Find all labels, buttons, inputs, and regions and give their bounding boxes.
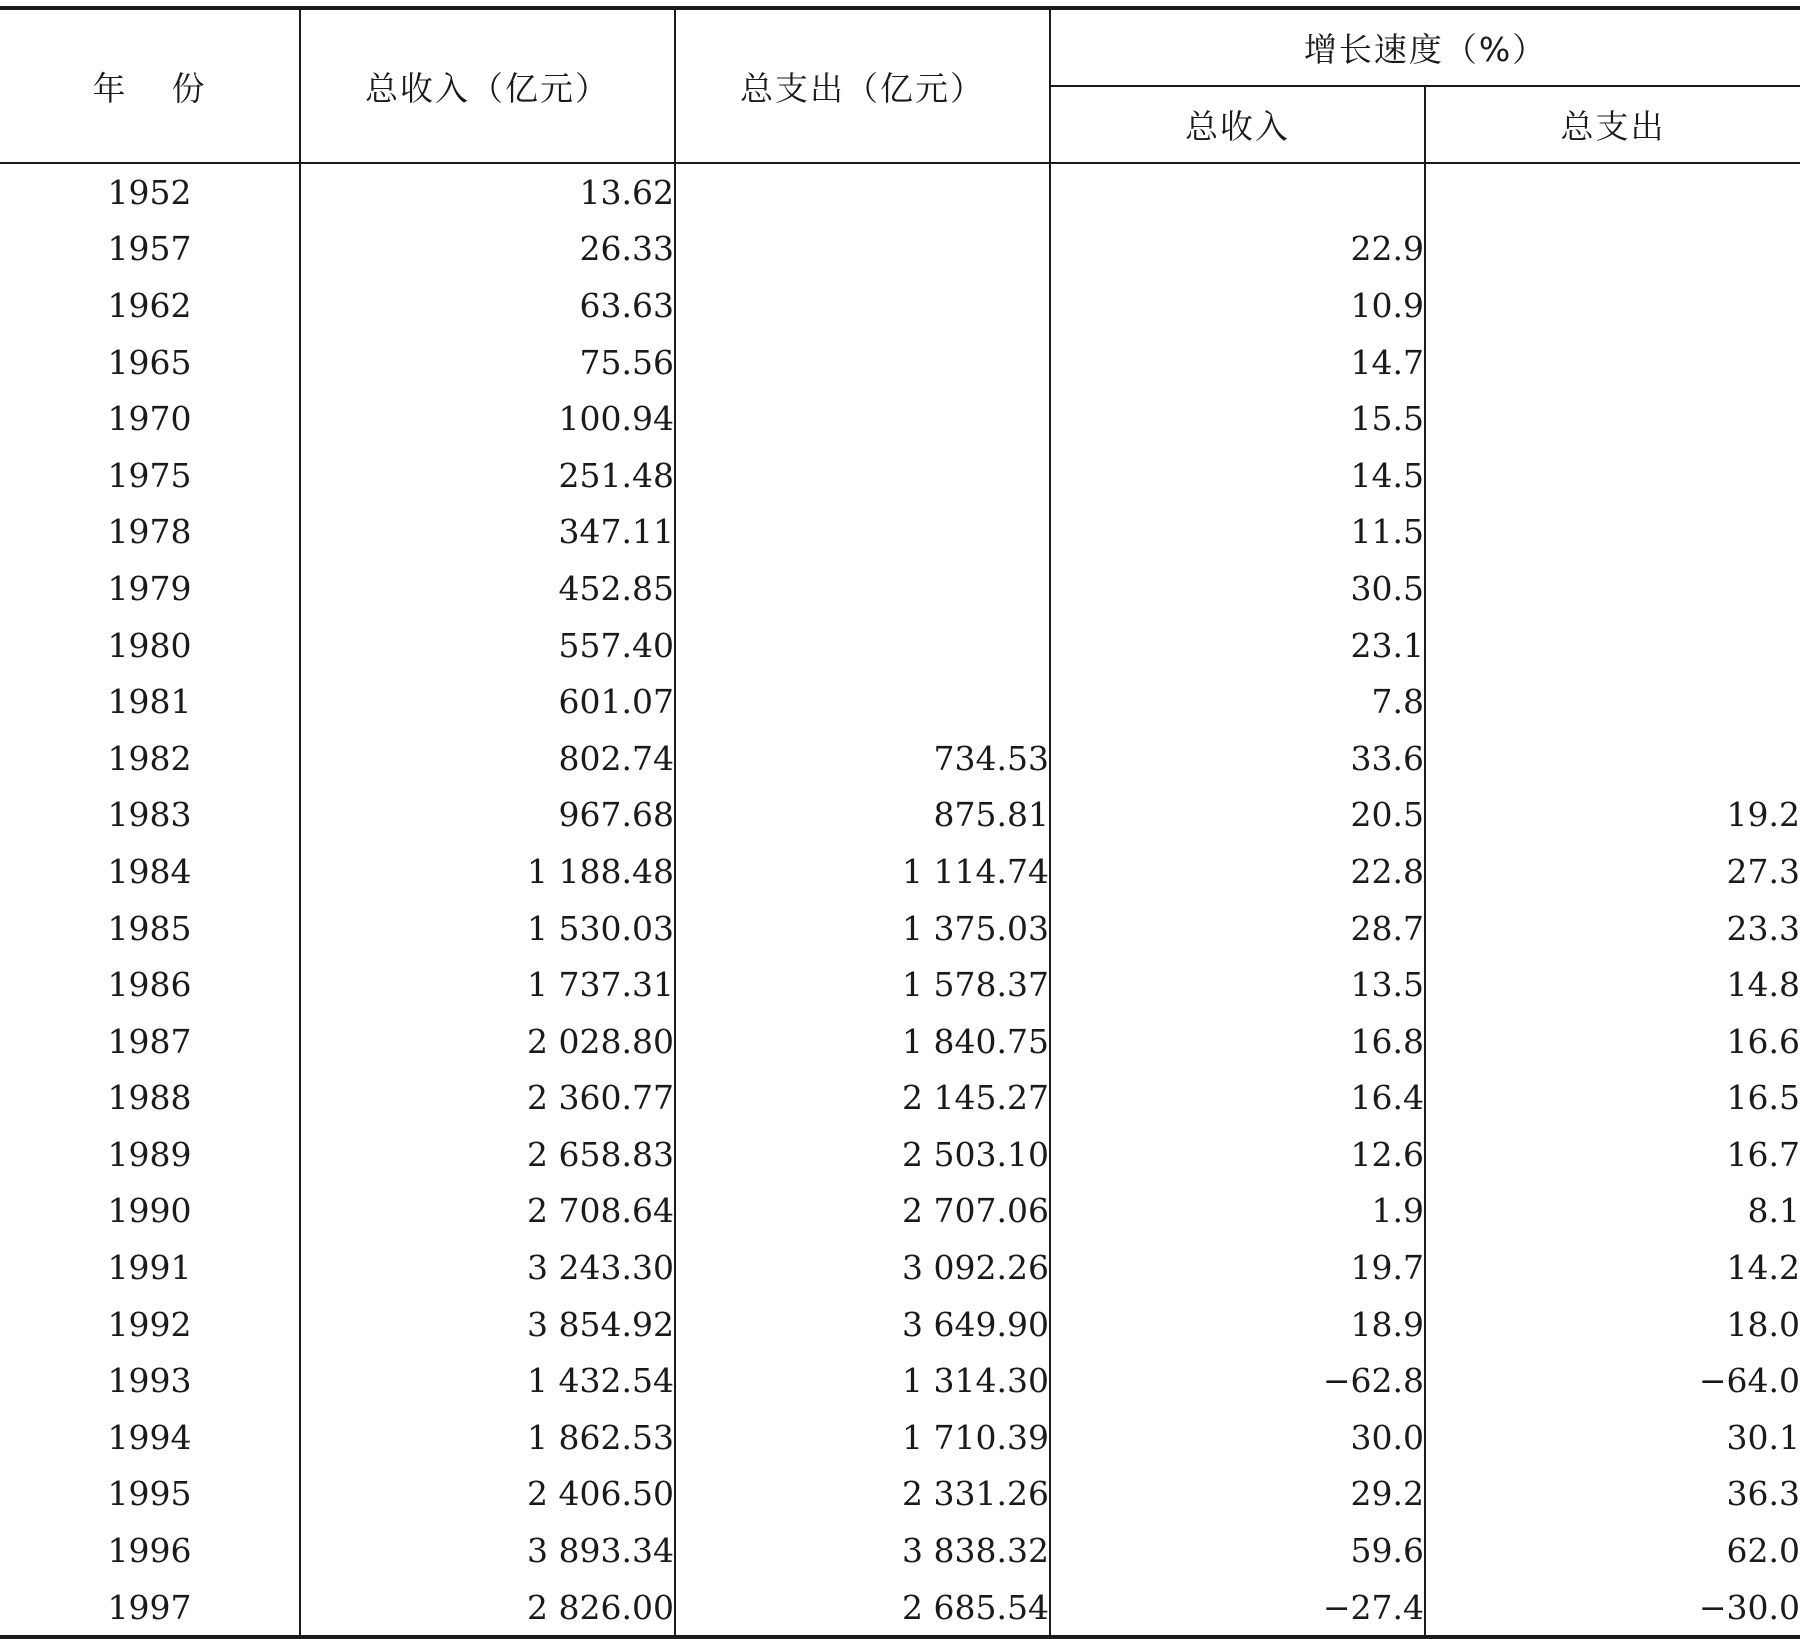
year-cell: 1986 — [0, 956, 300, 1013]
table-body — [0, 163, 1800, 1637]
table-row — [0, 221, 1800, 278]
table-row — [0, 447, 1800, 504]
total-expenditure-cell: 2 685.54 — [675, 1579, 1050, 1638]
total-expenditure-cell — [675, 221, 1050, 278]
table-row — [0, 787, 1800, 844]
expenditure-growth-cell: −30.0 — [1425, 1579, 1800, 1638]
table-row — [0, 1466, 1800, 1523]
total-income-cell: 251.48 — [300, 447, 675, 504]
table-row — [0, 1183, 1800, 1240]
expenditure-growth-cell — [1425, 504, 1800, 561]
growth-rate-group-header: 增长速度（%） — [1050, 8, 1800, 86]
table-row — [0, 1126, 1800, 1183]
income-growth-cell: 19.7 — [1050, 1239, 1425, 1296]
income-growth-cell: 1.9 — [1050, 1183, 1425, 1240]
total-expenditure-cell: 3 092.26 — [675, 1239, 1050, 1296]
expenditure-growth-cell — [1425, 730, 1800, 787]
total-income-cell: 2 658.83 — [300, 1126, 675, 1183]
year-cell: 1979 — [0, 560, 300, 617]
income-growth-cell: 16.8 — [1050, 1013, 1425, 1070]
total-income-cell: 75.56 — [300, 334, 675, 391]
total-income-cell: 347.11 — [300, 504, 675, 561]
total-income-cell: 100.94 — [300, 390, 675, 447]
total-expenditure-cell: 2 331.26 — [675, 1466, 1050, 1523]
total-income-cell: 802.74 — [300, 730, 675, 787]
year-cell: 1990 — [0, 1183, 300, 1240]
year-cell: 1970 — [0, 390, 300, 447]
year-cell: 1978 — [0, 504, 300, 561]
total-income-cell: 1 737.31 — [300, 956, 675, 1013]
total-income-cell: 1 530.03 — [300, 900, 675, 957]
total-income-cell: 2 028.80 — [300, 1013, 675, 1070]
total-expenditure-cell: 734.53 — [675, 730, 1050, 787]
expenditure-growth-cell: 27.3 — [1726, 851, 1801, 891]
total-income-cell: 3 243.30 — [300, 1239, 675, 1296]
year-cell: 1980 — [0, 617, 300, 674]
table-row — [0, 1070, 1800, 1127]
expenditure-growth-cell: 30.1 — [1726, 1417, 1801, 1457]
total-expenditure-cell: 1 710.39 — [675, 1409, 1050, 1466]
table-header — [0, 8, 1800, 163]
year-cell: 1991 — [0, 1239, 300, 1296]
income-growth-cell: 29.2 — [1050, 1466, 1425, 1523]
table-row — [0, 673, 1800, 730]
year-cell: 1975 — [0, 447, 300, 504]
year-cell: 1995 — [0, 1466, 300, 1523]
expenditure-growth-cell — [1425, 447, 1800, 504]
table-row — [0, 163, 1800, 221]
expenditure-growth-cell — [1425, 560, 1800, 617]
income-growth-cell: 59.6 — [1050, 1522, 1425, 1579]
total-income-cell: 2 406.50 — [300, 1466, 675, 1523]
year-header-char-2: 份 — [171, 68, 207, 108]
table-row — [0, 390, 1800, 447]
income-growth-cell: 20.5 — [1050, 787, 1425, 844]
total-income-cell: 13.62 — [300, 163, 675, 221]
total-income-cell: 1 432.54 — [300, 1352, 675, 1409]
income-growth-cell: 16.4 — [1050, 1070, 1425, 1127]
income-growth-cell — [1050, 163, 1425, 221]
total-expenditure-column-header: 总支出（亿元） — [675, 8, 1050, 163]
total-expenditure-cell: 1 840.75 — [675, 1013, 1050, 1070]
income-growth-cell: 22.9 — [1050, 221, 1425, 278]
year-cell: 1985 — [0, 900, 300, 957]
income-growth-cell: 7.8 — [1050, 673, 1425, 730]
year-cell: 1982 — [0, 730, 300, 787]
year-column-header — [0, 8, 300, 163]
total-income-cell: 26.33 — [300, 221, 675, 278]
expenditure-growth-cell: 14.2 — [1726, 1248, 1801, 1288]
year-cell: 1957 — [0, 221, 300, 278]
total-income-cell: 2 360.77 — [300, 1070, 675, 1127]
year-cell: 1981 — [0, 673, 300, 730]
year-cell: 1993 — [0, 1352, 300, 1409]
total-expenditure-cell — [675, 560, 1050, 617]
total-income-cell: 3 893.34 — [300, 1522, 675, 1579]
expenditure-growth-cell — [1425, 617, 1800, 674]
income-growth-cell: −62.8 — [1050, 1352, 1425, 1409]
total-expenditure-cell — [675, 617, 1050, 674]
income-growth-cell: 28.7 — [1050, 900, 1425, 957]
expenditure-growth-cell: 16.7 — [1726, 1134, 1801, 1174]
total-expenditure-cell — [675, 673, 1050, 730]
total-income-cell: 557.40 — [300, 617, 675, 674]
total-income-column-header: 总收入（亿元） — [300, 8, 675, 163]
table-row — [0, 277, 1800, 334]
income-growth-cell: 13.5 — [1050, 956, 1425, 1013]
expenditure-growth-cell: 36.3 — [1726, 1474, 1801, 1514]
expenditure-growth-cell: 16.6 — [1726, 1021, 1801, 1061]
income-growth-cell: 15.5 — [1050, 390, 1425, 447]
total-expenditure-cell: 2 503.10 — [675, 1126, 1050, 1183]
year-cell: 1984 — [0, 843, 300, 900]
table-row — [0, 843, 1800, 900]
expenditure-growth-cell: −64.0 — [1698, 1361, 1801, 1401]
expenditure-growth-cell: 14.8 — [1726, 965, 1801, 1005]
expenditure-growth-cell: 19.2 — [1726, 795, 1801, 835]
table-row — [0, 504, 1800, 561]
income-growth-cell: 30.5 — [1050, 560, 1425, 617]
expenditure-growth-cell: 18.0 — [1726, 1304, 1801, 1344]
expenditure-growth-cell — [1425, 163, 1800, 221]
table-row — [0, 1013, 1800, 1070]
expenditure-growth-cell — [1425, 221, 1800, 278]
total-expenditure-cell: 3 649.90 — [675, 1296, 1050, 1353]
total-income-cell: 1 188.48 — [300, 843, 675, 900]
year-cell: 1994 — [0, 1409, 300, 1466]
total-expenditure-cell: 1 314.30 — [675, 1352, 1050, 1409]
expenditure-growth-cell: 8.1 — [1747, 1191, 1801, 1231]
table-row — [0, 1296, 1800, 1353]
total-income-cell: 63.63 — [300, 277, 675, 334]
total-expenditure-cell — [675, 504, 1050, 561]
expenditure-growth-cell — [1425, 390, 1800, 447]
expenditure-growth-cell: 23.3 — [1726, 908, 1801, 948]
total-expenditure-cell — [675, 390, 1050, 447]
table-row — [0, 334, 1800, 391]
total-expenditure-cell: 1 114.74 — [675, 843, 1050, 900]
total-income-cell: 967.68 — [300, 787, 675, 844]
table-row — [0, 1409, 1800, 1466]
year-cell: 1965 — [0, 334, 300, 391]
total-expenditure-cell — [675, 277, 1050, 334]
year-cell: 1952 — [0, 163, 300, 221]
year-cell: 1992 — [0, 1296, 300, 1353]
growth-expenditure-column-header: 总支出 — [1425, 86, 1800, 163]
expenditure-growth-cell — [1425, 277, 1800, 334]
income-growth-cell: 33.6 — [1050, 730, 1425, 787]
table-row — [0, 900, 1800, 957]
expenditure-growth-cell: 62.0 — [1726, 1531, 1801, 1571]
total-income-cell: 2 708.64 — [300, 1183, 675, 1240]
income-growth-cell: 12.6 — [1050, 1126, 1425, 1183]
income-growth-cell: 18.9 — [1050, 1296, 1425, 1353]
expenditure-growth-cell — [1425, 673, 1800, 730]
total-income-cell: 1 862.53 — [300, 1409, 675, 1466]
year-cell: 1987 — [0, 1013, 300, 1070]
total-expenditure-cell: 2 145.27 — [675, 1070, 1050, 1127]
table-row — [0, 730, 1800, 787]
growth-income-column-header: 总收入 — [1050, 86, 1425, 163]
total-expenditure-cell: 875.81 — [675, 787, 1050, 844]
income-growth-cell: 23.1 — [1050, 617, 1425, 674]
total-expenditure-cell: 1 578.37 — [675, 956, 1050, 1013]
income-growth-cell: 14.7 — [1050, 334, 1425, 391]
year-header-char-1: 年 — [92, 68, 128, 108]
table-row — [0, 560, 1800, 617]
expenditure-growth-cell: 16.5 — [1726, 1078, 1801, 1118]
table-row — [0, 1352, 1800, 1409]
year-cell: 1996 — [0, 1522, 300, 1579]
income-growth-cell: 11.5 — [1050, 504, 1425, 561]
income-growth-cell: 22.8 — [1050, 843, 1425, 900]
year-cell: 1983 — [0, 787, 300, 844]
statistics-table — [0, 6, 1800, 1639]
income-growth-cell: 14.5 — [1050, 447, 1425, 504]
table-row — [0, 1579, 1800, 1638]
table-row — [0, 1239, 1800, 1296]
total-expenditure-cell — [675, 163, 1050, 221]
year-cell: 1997 — [0, 1579, 300, 1638]
total-expenditure-cell: 1 375.03 — [675, 900, 1050, 957]
total-income-cell: 452.85 — [300, 560, 675, 617]
total-expenditure-cell: 3 838.32 — [675, 1522, 1050, 1579]
expenditure-growth-cell — [1425, 334, 1800, 391]
total-expenditure-cell: 2 707.06 — [675, 1183, 1050, 1240]
total-income-cell: 601.07 — [300, 673, 675, 730]
total-expenditure-cell — [675, 334, 1050, 391]
income-growth-cell: 10.9 — [1050, 277, 1425, 334]
total-expenditure-cell — [675, 447, 1050, 504]
year-cell: 1989 — [0, 1126, 300, 1183]
total-income-cell: 3 854.92 — [300, 1296, 675, 1353]
total-income-cell: 2 826.00 — [300, 1579, 675, 1638]
table-row — [0, 1522, 1800, 1579]
year-cell: 1988 — [0, 1070, 300, 1127]
income-growth-cell: −27.4 — [1050, 1579, 1425, 1638]
income-growth-cell: 30.0 — [1050, 1409, 1425, 1466]
table-row — [0, 956, 1800, 1013]
year-cell: 1962 — [0, 277, 300, 334]
table-row — [0, 617, 1800, 674]
